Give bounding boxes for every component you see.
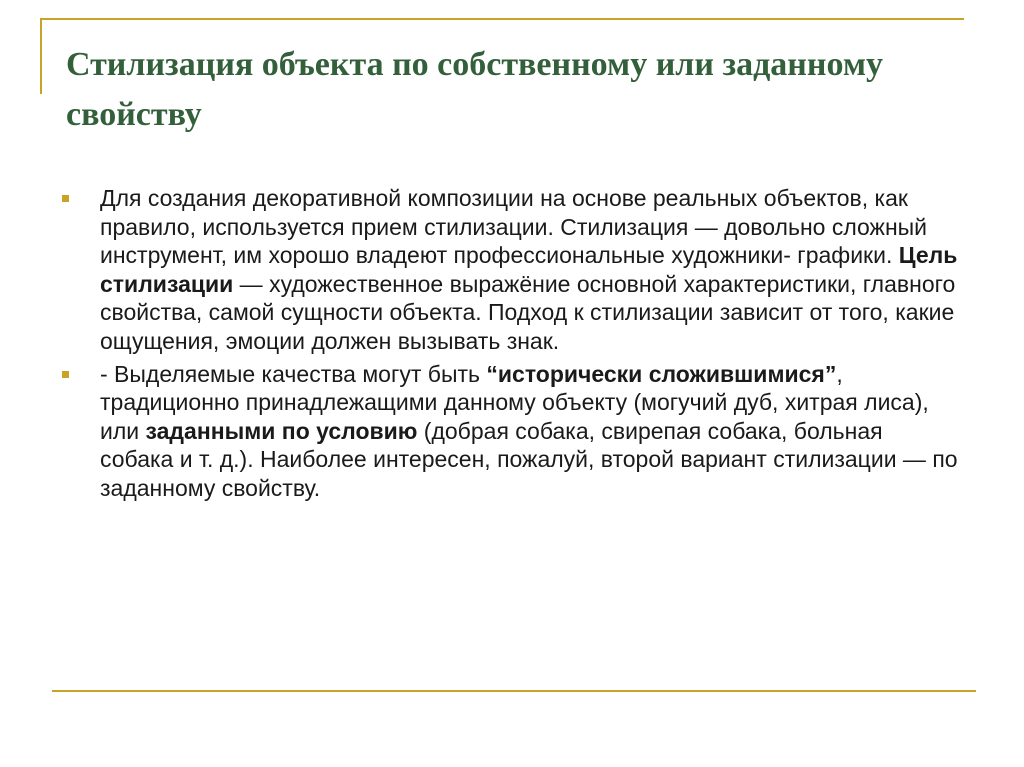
bullet-text (100, 361, 958, 501)
frame-left-line (40, 18, 42, 94)
frame-bottom-line (52, 690, 976, 692)
bold-term: заданными по условию (145, 417, 418, 444)
text-segment: — художественное выражёние основной характеристики, главного свойства, самой сущности объекта. Подход к стилизации зависит от того, какие ощущения, эмоции должен вызывать знак. (100, 270, 956, 354)
slide-body (62, 184, 962, 507)
text-segment: - Выделяемые качества могут быть (100, 360, 487, 387)
bold-term: Цель стилизации (100, 242, 958, 297)
bullet-square-icon (62, 371, 69, 378)
text-segment: , традиционно принадлежащими данному объекту (могучий дуб, хитрая лиса), или (100, 360, 929, 444)
bullet-item (62, 360, 962, 503)
text-segment: Для создания декоративной композиции на основе реальных объектов, как правило, используется прием стилизации. Стилизация — довольно сложный инструмент, им хорошо владеют профессиональные художники- графики. (100, 185, 928, 269)
bold-term: “исторически сложившимися” (486, 360, 837, 387)
bullet-square-icon (62, 195, 69, 202)
bullet-text (100, 185, 957, 354)
slide-title: Стилизация объекта по собственному или заданному свойству (66, 46, 883, 133)
bullet-item (62, 184, 962, 356)
text-segment: (добрая собака, свирепая собака, больная собака и т. д.). Наиболее интересен, пожалуй, второй вариант стилизации — по заданному свойству. (100, 417, 958, 501)
frame-top-line (40, 18, 964, 20)
